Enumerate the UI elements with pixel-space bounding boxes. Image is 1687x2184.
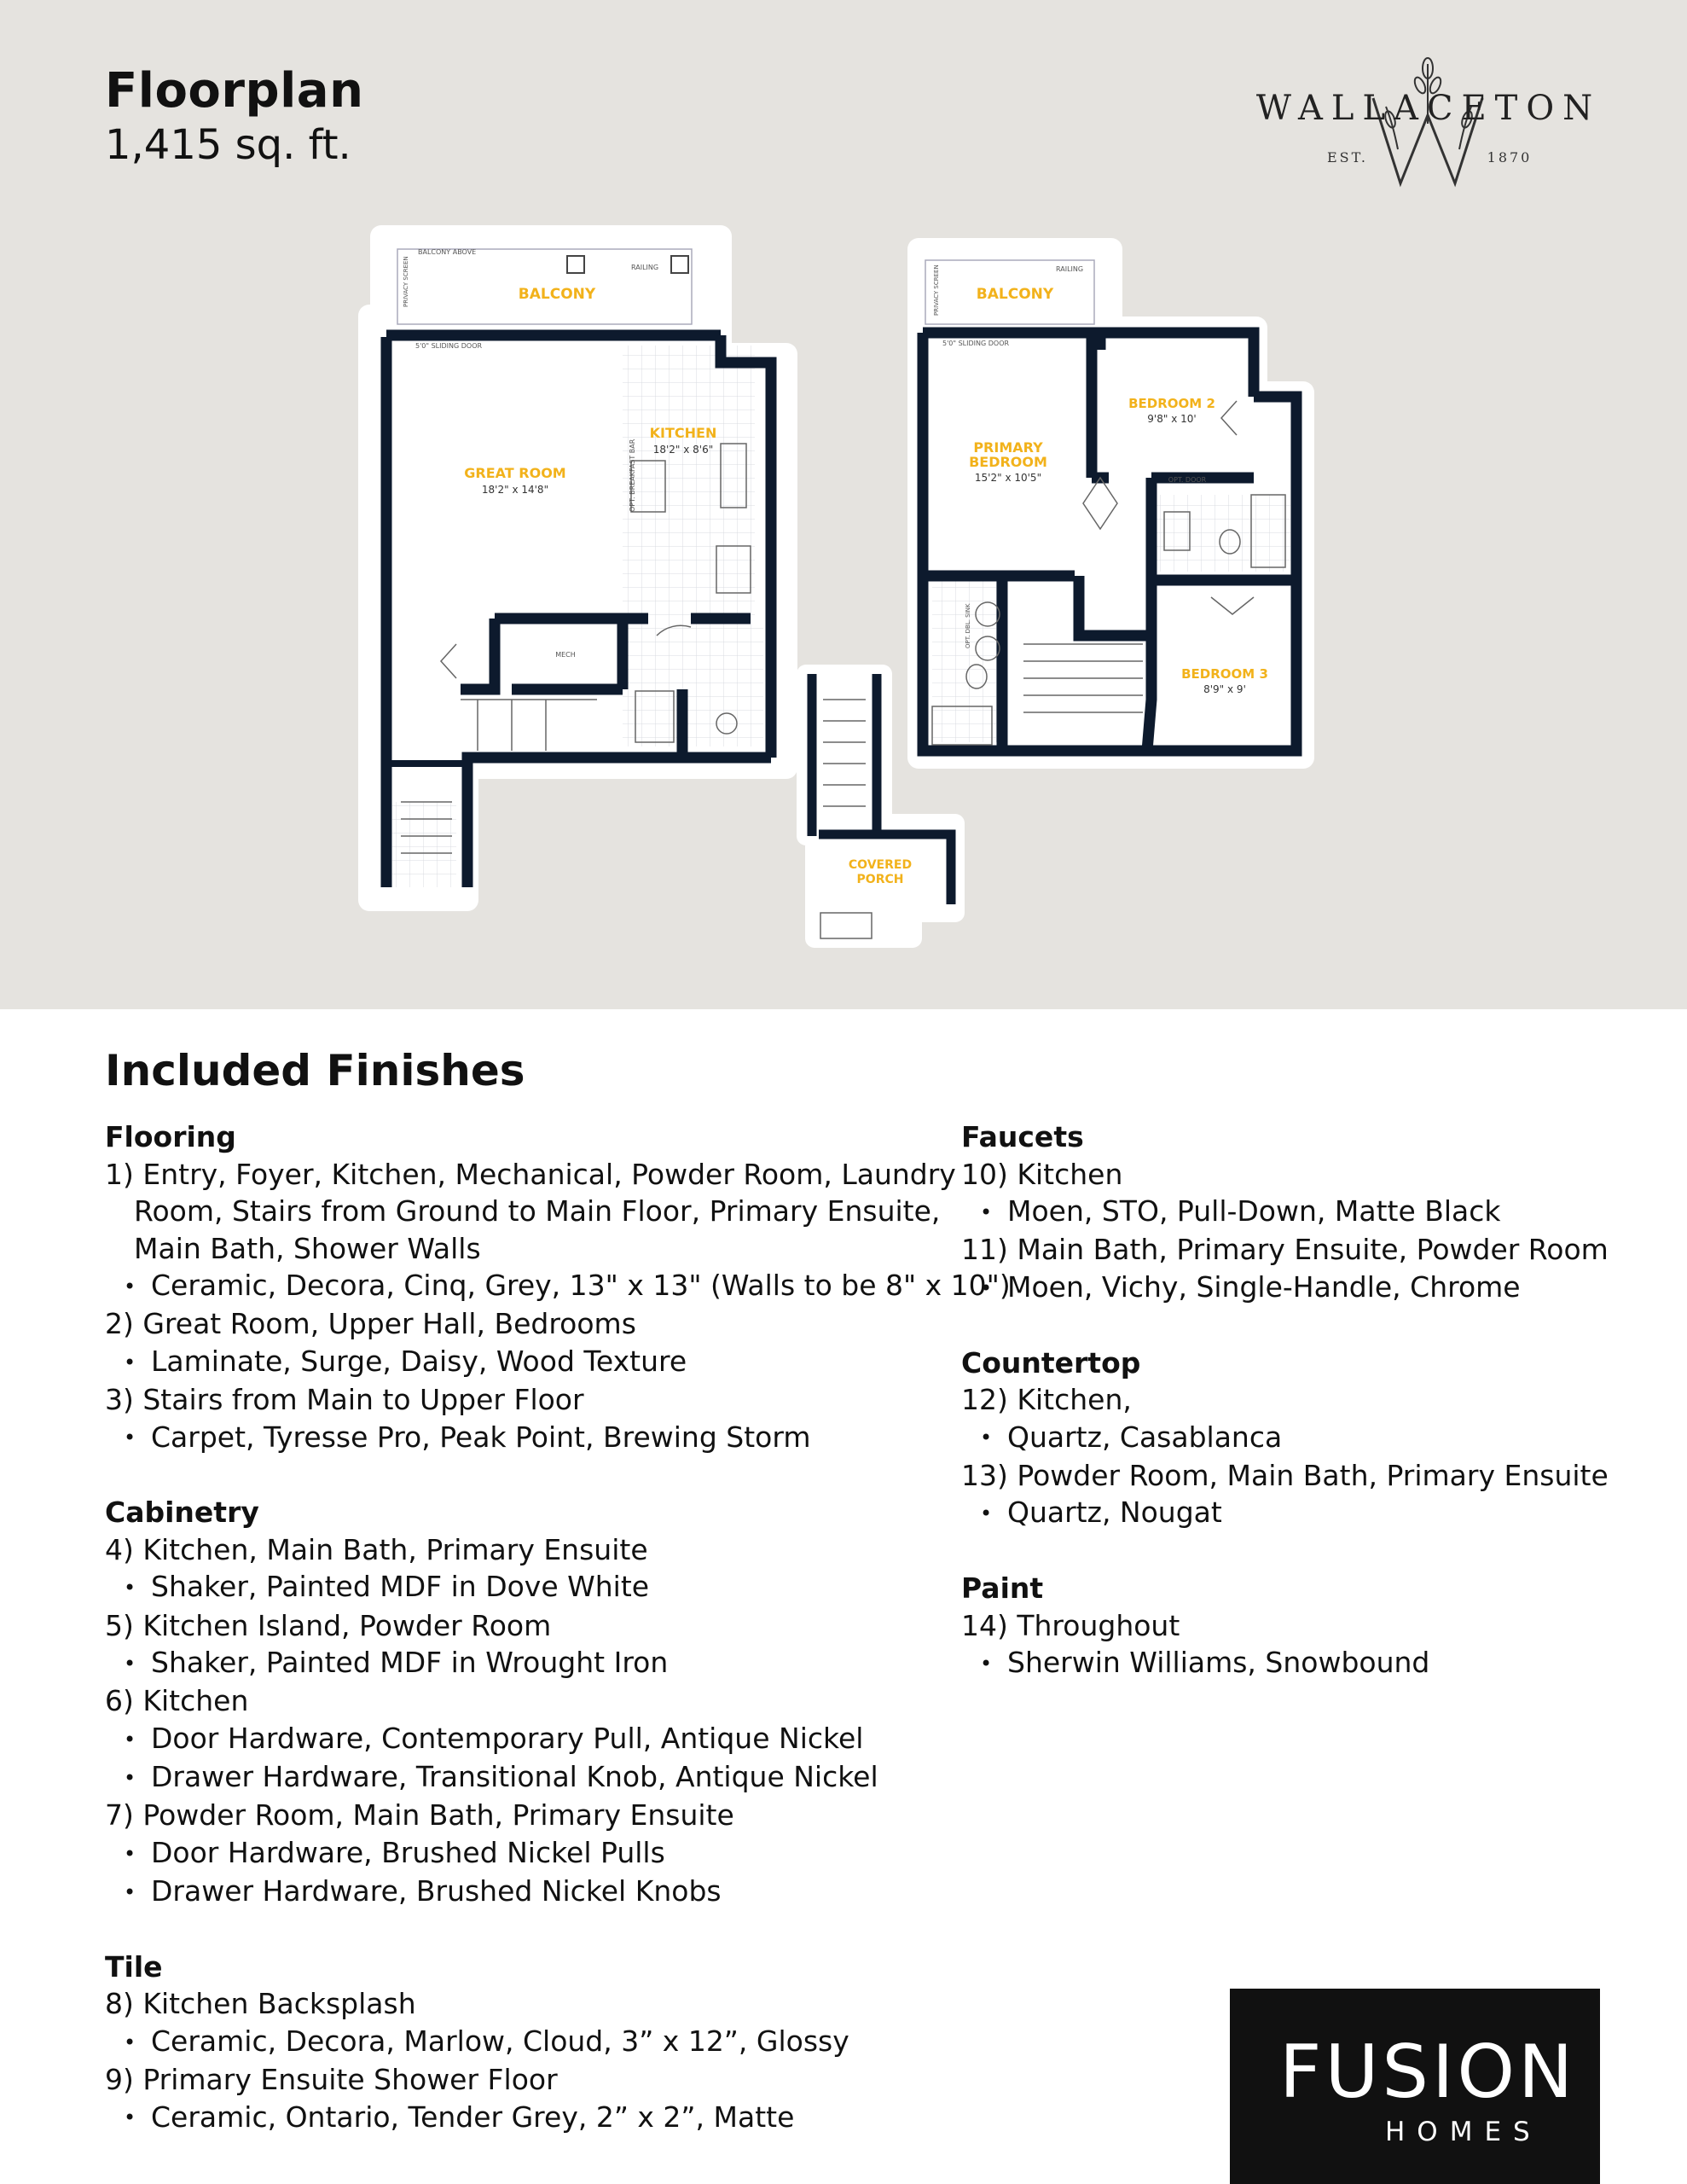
finish-spec-bullet: • Laminate, Surge, Daisy, Wood Texture — [105, 1343, 958, 1381]
finish-spec-bullet: • Ceramic, Decora, Marlow, Cloud, 3” x 12”, Glossy — [105, 2023, 958, 2061]
finish-location-item: 3) Stairs from Main to Upper Floor — [105, 1383, 584, 1416]
finish-spec-bullet: • Shaker, Painted MDF in Dove White — [105, 1568, 958, 1606]
finish-spec-bullet: • Sherwin Williams, Snowbound — [961, 1644, 1644, 1682]
finish-spec-bullet: • Ceramic, Decora, Cinq, Grey, 13" x 13" (Walls to be 8" x 10") — [105, 1267, 958, 1305]
finishes-right-column — [961, 1118, 1644, 1682]
upper-sliding-door-label: 5'0" SLIDING DOOR — [942, 340, 1010, 347]
upper-balcony-label: BALCONY — [976, 286, 1054, 303]
floorplan-drawing — [0, 0, 1687, 1009]
finish-location-item: 4) Kitchen, Main Bath, Primary Ensuite — [105, 1532, 648, 1566]
primary-bedroom-label-line2: BEDROOM — [969, 454, 1047, 470]
main-privacy-screen-label: PRIVACY SCREEN — [403, 256, 409, 307]
finish-location-item: 9) Primary Ensuite Shower Floor — [105, 2063, 558, 2096]
finish-spec-bullet: • Quartz, Casablanca — [961, 1419, 1644, 1457]
finishes-left-column — [105, 1118, 1011, 2137]
logo-wordmark: WALLACETON — [1255, 89, 1602, 128]
finish-spec-bullet: • Door Hardware, Brushed Nickel Pulls — [105, 1834, 958, 1873]
finish-location-item: 10) Kitchen — [961, 1157, 1123, 1191]
spacer — [105, 1911, 958, 1949]
upper-floor-plan — [919, 249, 1303, 758]
spacer — [105, 1457, 958, 1495]
finish-location-item: 11) Main Bath, Primary Ensuite, Powder Room — [961, 1233, 1609, 1267]
bedroom2-size: 9'8" x 10' — [1147, 413, 1197, 425]
porch-label-line2: PORCH — [856, 873, 904, 886]
finish-location-item: 13) Powder Room, Main Bath, Primary Ensuite — [961, 1458, 1609, 1492]
upper-railing-label: RAILING — [1056, 265, 1084, 273]
bedroom2-label: BEDROOM 2 — [1128, 396, 1215, 411]
main-sliding-door-label: 5'0" SLIDING DOOR — [415, 342, 483, 350]
bedroom3-label: BEDROOM 3 — [1181, 666, 1268, 682]
logo-est: EST. — [1326, 149, 1369, 166]
square-footage: 1,415 sq. ft. — [105, 121, 351, 169]
finish-spec-bullet: • Ceramic, Ontario, Tender Grey, 2” x 2”, Matte — [105, 2099, 958, 2137]
page-title: Floorplan — [105, 63, 364, 119]
finishes-title: Included Finishes — [105, 1046, 525, 1095]
finish-location-item: 5) Kitchen Island, Powder Room — [105, 1608, 552, 1642]
bedroom3-size: 8'9" x 9' — [1203, 683, 1246, 695]
kitchen-size: 18'2" x 8'6" — [652, 444, 714, 456]
finish-spec-bullet: • Door Hardware, Contemporary Pull, Antique Nickel — [105, 1720, 958, 1758]
finish-spec-bullet: • Drawer Hardware, Brushed Nickel Knobs — [105, 1873, 958, 1911]
finish-category-heading: Countertop — [961, 1345, 1141, 1380]
mech-label: MECH — [555, 651, 576, 659]
brand-subtitle: HOMES — [1385, 2117, 1542, 2147]
finish-location-item: 2) Great Room, Upper Hall, Bedrooms — [105, 1307, 636, 1341]
finish-location-item: 6) Kitchen — [105, 1684, 249, 1718]
logo-year: 1870 — [1487, 149, 1533, 166]
finish-spec-bullet: • Carpet, Tyresse Pro, Peak Point, Brewing Storm — [105, 1419, 958, 1457]
finish-spec-bullet: • Moen, Vichy, Single-Handle, Chrome — [961, 1269, 1644, 1307]
finish-category-heading: Flooring — [105, 1120, 236, 1153]
upper-privacy-screen-label: PRIVACY SCREEN — [933, 264, 940, 316]
finish-category-heading: Cabinetry — [105, 1496, 259, 1530]
finish-location-item: 7) Powder Room, Main Bath, Primary Ensuite — [105, 1798, 734, 1833]
great-room-size: 18'2" x 14'8" — [481, 484, 549, 496]
finish-spec-bullet: • Drawer Hardware, Transitional Knob, Antique Nickel — [105, 1758, 958, 1797]
opt-dbl-sink-label: OPT. DBL. SINK — [965, 603, 971, 648]
primary-bedroom-size: 15'2" x 10'5" — [974, 472, 1042, 484]
kitchen-label: KITCHEN — [649, 425, 717, 441]
opt-door-label: OPT. DOOR — [1168, 476, 1207, 484]
finish-location-item: 14) Throughout — [961, 1608, 1180, 1642]
finish-category-heading: Tile — [105, 1949, 163, 1984]
main-balcony-above-label: BALCONY ABOVE — [418, 248, 477, 256]
great-room-label: GREAT ROOM — [464, 465, 566, 481]
finish-category-heading: Faucets — [961, 1120, 1084, 1153]
finish-spec-bullet: • Moen, STO, Pull-Down, Matte Black — [961, 1193, 1644, 1231]
primary-bedroom-label-line1: PRIMARY — [973, 439, 1043, 456]
finish-location-item: 1) Entry, Foyer, Kitchen, Mechanical, Powder Room, Laundry Room, Stairs from Ground to Main Floor, Primary Ensuite, Main Bath, Shower Walls — [105, 1157, 956, 1265]
finish-spec-bullet: • Shaker, Painted MDF in Wrought Iron — [105, 1644, 958, 1682]
spacer — [961, 1533, 1644, 1571]
main-floor-plan — [369, 236, 786, 900]
finish-location-item: 12) Kitchen, — [961, 1383, 1132, 1416]
brand-wordmark: FUSION — [1279, 2030, 1577, 2115]
fusion-homes-logo — [1230, 1989, 1600, 2184]
spacer — [961, 1307, 1644, 1345]
finish-location-item: 8) Kitchen Backsplash — [105, 1987, 416, 2021]
porch-label-line1: COVERED — [848, 858, 913, 872]
breakfast-bar-label: OPT. BREAKFAST BAR — [629, 439, 636, 512]
finish-category-heading: Paint — [961, 1571, 1044, 1605]
main-railing-label: RAILING — [631, 264, 659, 271]
finish-spec-bullet: • Quartz, Nougat — [961, 1494, 1644, 1532]
main-balcony-label: BALCONY — [518, 286, 596, 303]
